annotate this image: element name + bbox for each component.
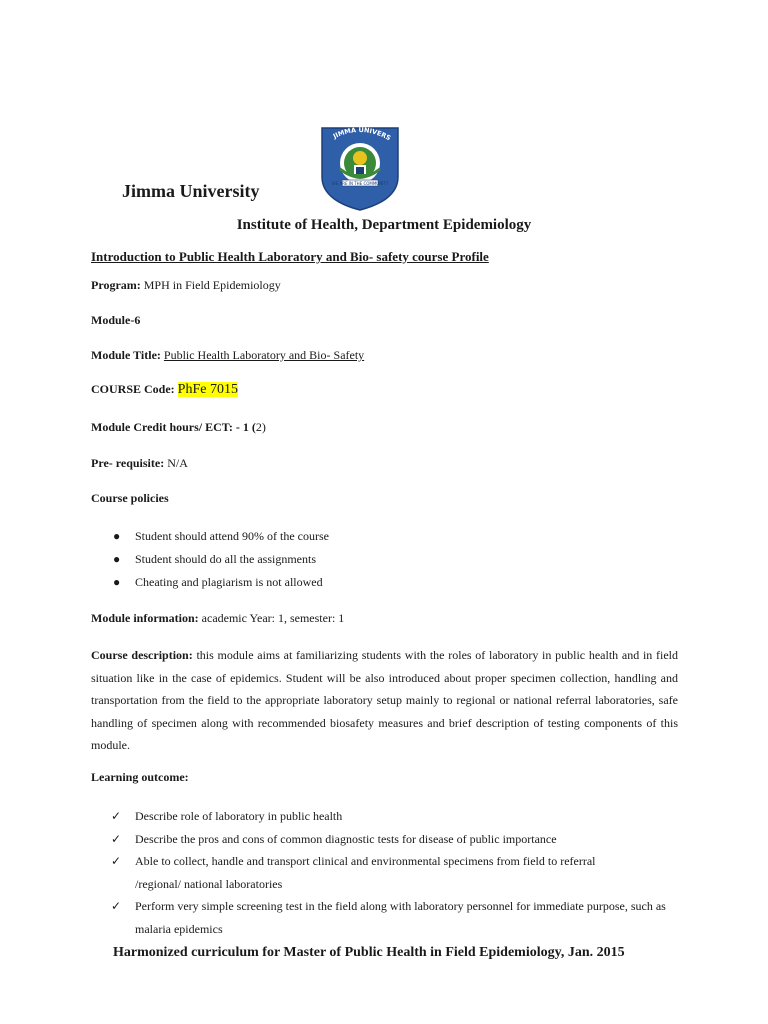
checkmark-icon: ✓ bbox=[111, 854, 122, 868]
list-item bbox=[91, 828, 691, 851]
checkmark-icon: ✓ bbox=[111, 831, 122, 846]
policy-text: Cheating and plagiarism is not allowed bbox=[135, 575, 323, 589]
list-item bbox=[91, 850, 643, 895]
course-description bbox=[91, 644, 678, 757]
prerequisite-value: N/A bbox=[164, 456, 188, 470]
prerequisite-label: Pre- requisite: bbox=[91, 456, 165, 470]
module-title-label: Module Title: bbox=[91, 348, 161, 362]
outcome-list bbox=[91, 805, 691, 940]
program-value: MPH in Field Epidemiology bbox=[140, 278, 281, 292]
course-code-label: COURSE Code: bbox=[91, 382, 175, 396]
institute-heading: Institute of Health, Department Epidemiology bbox=[236, 217, 532, 233]
course-policies-heading bbox=[91, 491, 169, 506]
list-item bbox=[91, 895, 690, 940]
credit-line bbox=[91, 420, 266, 435]
university-name: Jimma University bbox=[122, 181, 260, 201]
learning-outcome-heading bbox=[91, 770, 189, 785]
module-title-line bbox=[91, 348, 364, 363]
course-code-value: PhFe 7015 bbox=[177, 382, 238, 397]
bullet-icon: ● bbox=[113, 529, 121, 543]
logo-top-text: JIMMA UNIVERS bbox=[331, 125, 393, 143]
list-item bbox=[91, 573, 329, 596]
bullet-icon: ● bbox=[113, 552, 121, 566]
program-line bbox=[91, 278, 281, 293]
module-information-label: Module information: bbox=[91, 611, 199, 625]
prerequisite-line bbox=[91, 456, 188, 471]
outcome-text: Describe the pros and cons of common diagnostic tests for disease of public importance bbox=[135, 831, 557, 846]
course-policies-label: Course policies bbox=[91, 491, 169, 505]
module-label: Module-6 bbox=[91, 313, 141, 327]
course-description-label: Course description: bbox=[91, 648, 193, 662]
logo-banner-text: WE ARE IN THE COMMUNITY bbox=[331, 181, 389, 186]
credit-close: ) bbox=[261, 420, 266, 434]
university-logo bbox=[318, 125, 402, 211]
learning-outcome-label: Learning outcome: bbox=[91, 770, 189, 784]
policy-list bbox=[91, 527, 329, 596]
document-footer: Harmonized curriculum for Master of Public Health in Field Epidemiology, Jan. 2015 bbox=[113, 945, 625, 960]
list-item bbox=[91, 805, 691, 828]
module-information-line bbox=[91, 611, 344, 626]
jimma-university-seal-icon bbox=[318, 125, 402, 211]
bullet-icon: ● bbox=[113, 575, 121, 589]
outcome-text: Describe role of laboratory in public health bbox=[135, 809, 343, 823]
course-profile-title: Introduction to Public Health Laboratory and Bio- safety course Profile bbox=[91, 249, 489, 264]
checkmark-icon: ✓ bbox=[111, 809, 122, 823]
course-code-line bbox=[91, 382, 238, 398]
course-description-text: this module aims at familiarizing students with the roles of laboratory in public health and in field situation like in the case of epidemics. Student will be also introduced about proper specimen collection, handling and transportation from the field to the appropriate laboratory setup mainly to regional or national referral laboratories, safe handling of specimen along with recommended biosafety measures and brief description of testing components of this module. bbox=[91, 648, 678, 752]
credit-value: 2 bbox=[255, 420, 262, 434]
module-title-value: Public Health Laboratory and Bio- Safety bbox=[163, 348, 365, 362]
list-item bbox=[91, 550, 329, 573]
list-item bbox=[91, 527, 329, 550]
outcome-text: Perform very simple screening test in the field along with laboratory personnel for immediate purpose, such as malaria epidemics bbox=[135, 899, 666, 936]
credit-label: Module Credit hours/ ECT: - 1 ( bbox=[91, 420, 256, 434]
policy-text: Student should attend 90% of the course bbox=[135, 529, 329, 543]
policy-text: Student should do all the assignments bbox=[135, 552, 316, 566]
outcome-text: Able to collect, handle and transport clinical and environmental specimens from field to referral /regional/ national laboratories bbox=[135, 854, 596, 891]
program-label: Program: bbox=[91, 278, 141, 292]
module-information-value: academic Year: 1, semester: 1 bbox=[198, 611, 345, 625]
checkmark-icon: ✓ bbox=[111, 899, 122, 913]
module-number bbox=[91, 313, 140, 328]
